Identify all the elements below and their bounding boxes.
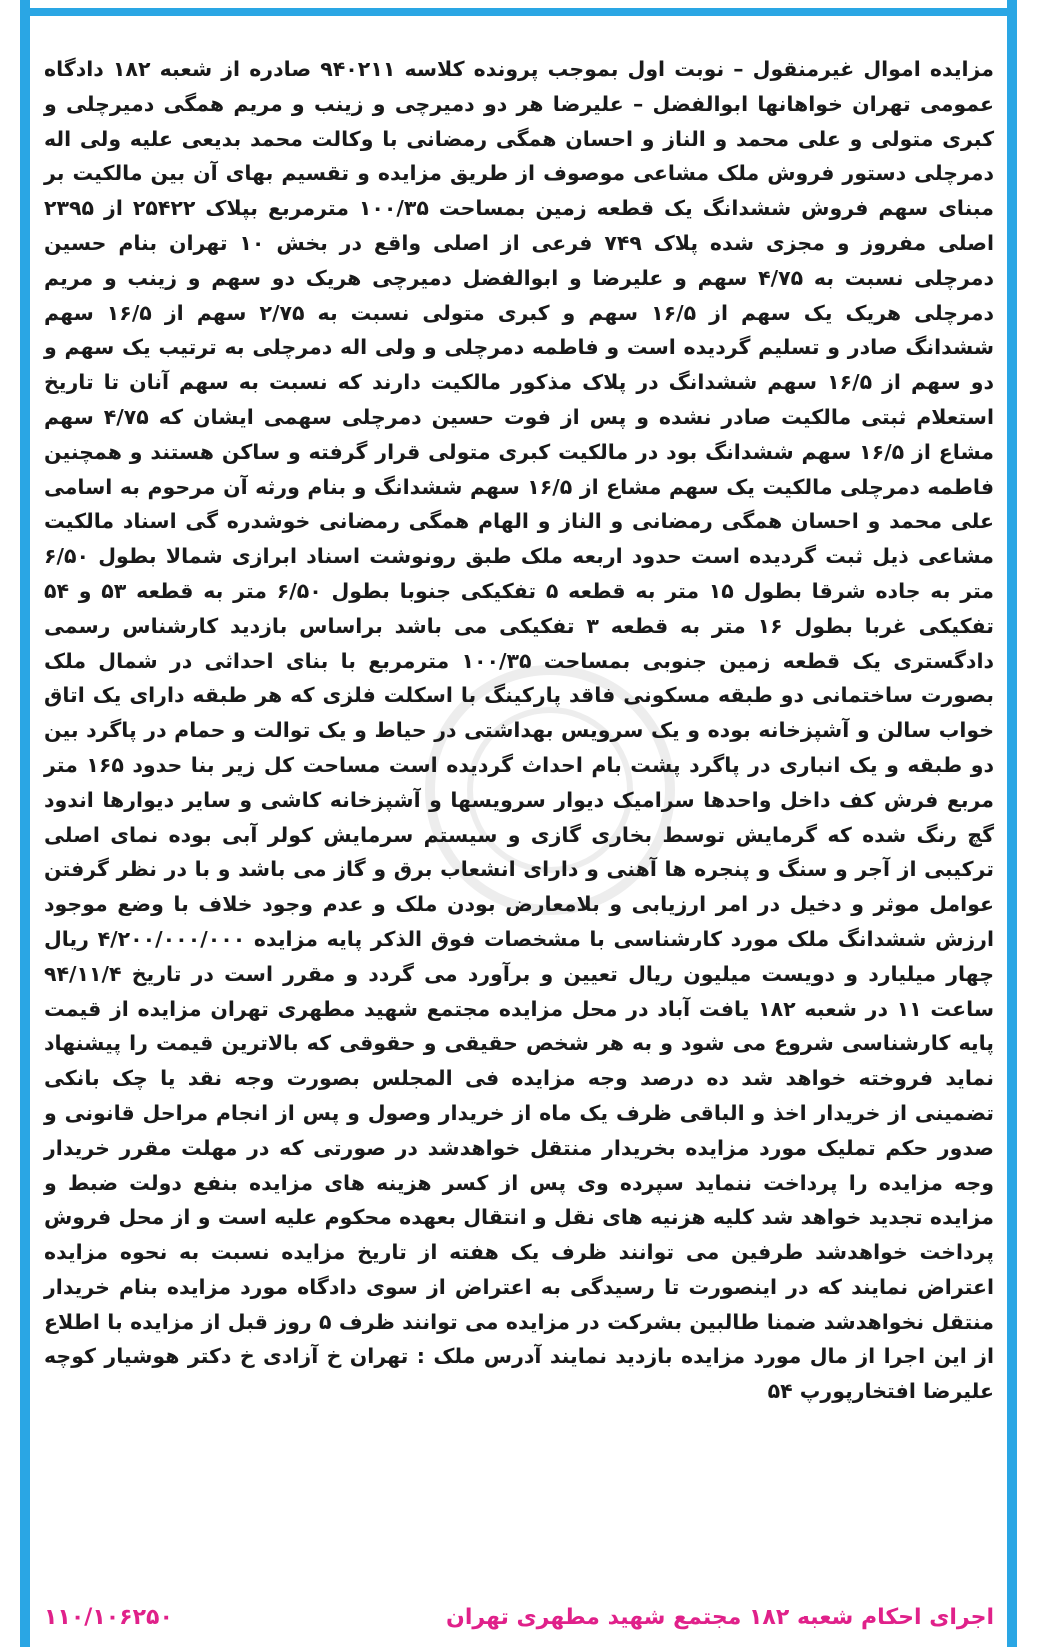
notice-footer	[44, 1605, 994, 1630]
notice-body	[44, 52, 994, 1409]
top-border	[20, 8, 1017, 16]
issuer-label: اجرای احکام شعبه ۱۸۲ مجتمع شهید مطهری تهران	[446, 1605, 994, 1630]
notice-code: ۱۱۰/۱۰۶۲۵۰	[44, 1605, 173, 1630]
right-border	[1007, 0, 1017, 1647]
left-border	[20, 0, 30, 1647]
notice-text: مزایده اموال غیرمنقول – نوبت اول بموجب پرونده کلاسه ۹۴۰۲۱۱ صادره از شعبه ۱۸۲ دادگاه عمومی تهران خواهانها ابوالفضل – علیرضا هر دو دمیرچی و زینب و مریم همگی دمیرچلی و کبری متولی و علی محمد و الناز و احسان همگی رمضانی با وکالت محمد بدیعی علیه ولی اله دمرچلی دستور فروش ملک مشاعی موصوف از طریق مزایده و تقسیم بهای آن بین مالکیت بر مبنای سهم فروش ششدانگ یک قطعه زمین بمساحت ۱۰۰/۳۵ مترمربع بپلاک ۲۵۴۲۲ از ۲۳۹۵ اصلی مفروز و مجزی شده پلاک ۷۴۹ فرعی از اصلی واقع در بخش ۱۰ تهران بنام حسین دمرچلی نسبت به ۴/۷۵ سهم و علیرضا و ابوالفضل دمیرچی هریک دو سهم و زینب و مریم دمرچلی هریک یک سهم از ۱۶/۵ سهم و کبری متولی نسبت به ۲/۷۵ سهم از ۱۶/۵ سهم ششدانگ صادر و تسلیم گردیده است و فاطمه دمرچلی و ولی اله دمرچلی به ترتیب یک سهم و دو سهم از ۱۶/۵ سهم ششدانگ در پلاک مذکور مالکیت دارند که نسبت به سهم آنان تا تاریخ استعلام ثبتی مالکیت صادر نشده و پس از فوت حسین دمرچلی سهمی ایشان که ۴/۷۵ سهم مشاع از ۱۶/۵ سهم ششدانگ بود در مالکیت کبری متولی قرار گرفته و ساکن هستند و همچنین فاطمه دمرچلی مالکیت یک سهم مشاع از ۱۶/۵ سهم ششدانگ و بنام ورثه آن مرحوم به اسامی علی محمد و احسان همگی رمضانی و الناز و الهام همگی رمضانی خوشدره گی اسناد مالکیت مشاعی ذیل ثبت گردیده است حدود اربعه ملک طبق رونوشت اسناد ابرازی شمالا بطول ۶/۵۰ متر به جاده شرقا بطول ۱۵ متر به قطعه ۵ تفکیکی جنوبا بطول ۶/۵۰ متر به قطعه ۵۳ و ۵۴ تفکیکی غربا بطول ۱۶ متر به قطعه ۳ تفکیکی می باشد براساس بازدید کارشناس رسمی دادگستری یک قطعه زمین جنوبی بمساحت ۱۰۰/۳۵ مترمربع با بنای احداثی در شمال ملک بصورت ساختمانی دو طبقه مسکونی فاقد پارکینگ با اسکلت فلزی که هر طبقه دارای یک اتاق خواب سالن و آشپزخانه بوده و یک سرویس بهداشتی در حیاط و یک توالت و حمام در پاگرد بین دو طبقه و یک انباری در پاگرد پشت بام احداث گردیده است مساحت کل زیر بنا حدود ۱۶۵ متر مربع فرش کف داخل واحدها سرامیک دیوار سرویسها و آشپزخانه کاشی و سایر دیوارها اندود گچ رنگ شده که گرمایش توسط بخاری گازی و سیستم سرمایش کولر آبی بوده نمای اصلی ترکیبی از آجر و سنگ و پنجره ها آهنی و دارای انشعاب برق و گاز می باشد و با در نظر گرفتن عوامل موثر و دخیل در امر ارزیابی و بلامعارض بودن ملک و عدم وجود خلاف با وضع موجود ارزش ششدانگ ملک مورد کارشناسی با مشخصات فوق الذکر پایه مزایده ۴/۲۰۰/۰۰۰/۰۰۰ ریال چهار میلیارد و دویست میلیون ریال تعیین و برآورد می گردد و مقرر است در تاریخ ۹۴/۱۱/۴ ساعت ۱۱ در شعبه ۱۸۲ یافت آباد در محل مزایده مجتمع شهید مطهری تهران مزایده از قیمت پایه کارشناسی شروع می شود و به هر شخص حقیقی و حقوقی که بالاترین قیمت را پیشنهاد نماید فروخته خواهد شد ده درصد وجه مزایده فی المجلس بصورت وجه نقد یا چک بانکی تضمینی از خریدار اخذ و الباقی ظرف یک ماه از خریدار وصول و پس از انجام مراحل قانونی و صدور حکم تملیک مورد مزایده بخریدار منتقل خواهدشد در صورتی که در مهلت مقرر خریدار وجه مزایده را پرداخت ننماید سپرده وی پس از کسر هزینه های مزایده بنفع دولت ضبط و مزایده تجدید خواهد شد کلیه هزنیه های نقل و انتقال بعهده محکوم علیه است و از محل فروش پرداخت خواهدشد طرفین می توانند ظرف یک هفته از تاریخ مزایده نسبت به نحوه مزایده اعتراض نمایند که در اینصورت تا رسیدگی به اعتراض از سوی دادگاه مورد مزایده بنام خریدار منتقل نخواهدشد ضمنا طالبین بشرکت در مزایده می توانند ظرف ۵ روز قبل از مزایده با اطلاع از این اجرا از مال مورد مزایده بازدید نمایند آدرس ملک : تهران خ آزادی خ دکتر هوشیار کوچه علیرضا افتخارپورپ ۵۴	[44, 57, 995, 1404]
